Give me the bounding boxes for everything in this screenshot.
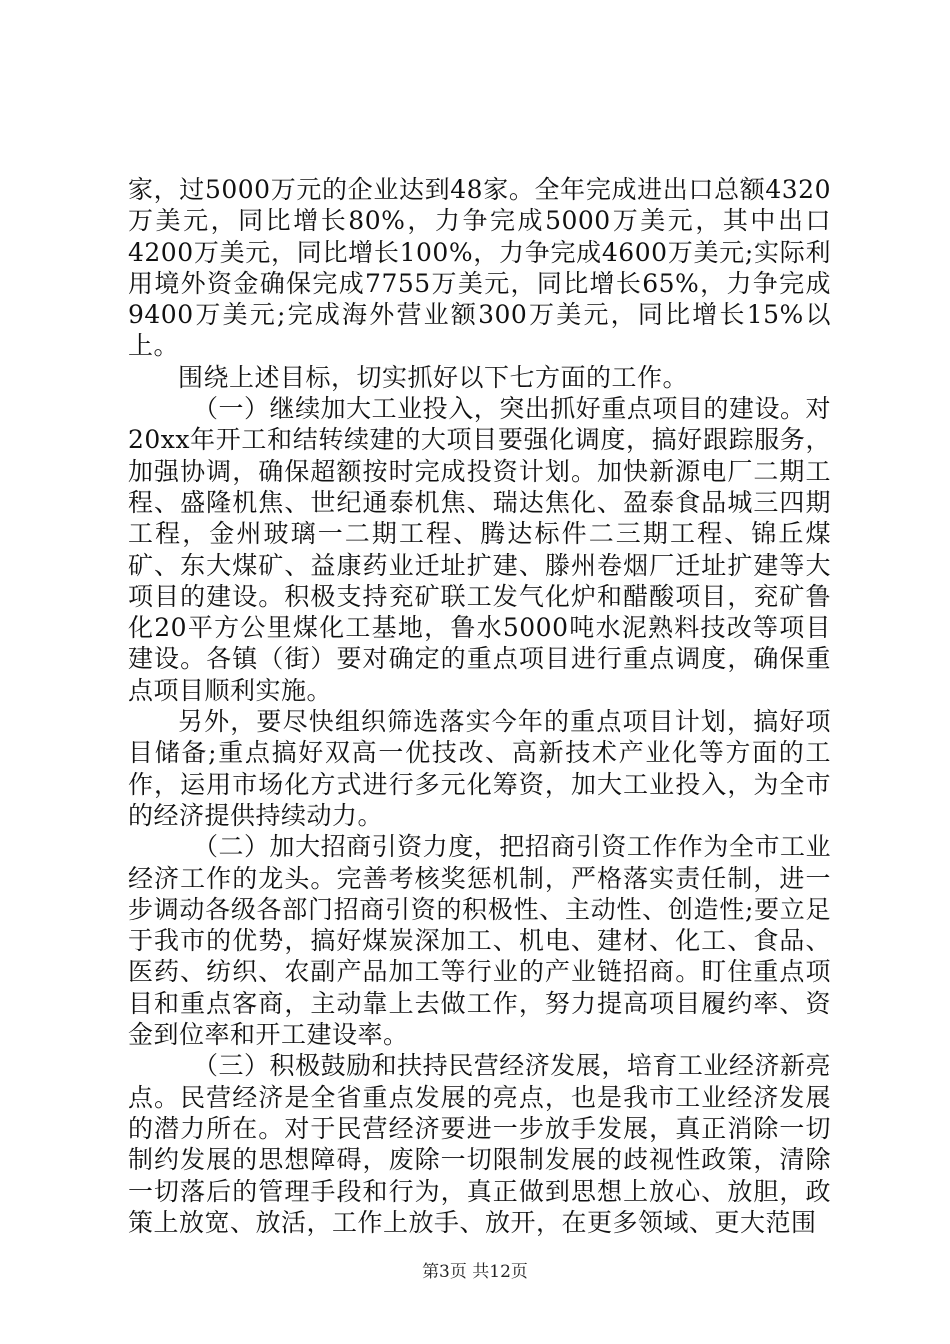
- paragraph-section-1: （一）继续加大工业投入，突出抓好重点项目的建设。对20xx年开工和结转续建的大项目要强化调度，搞好跟踪服务，加强协调，确保超额按时完成投资计划。加快新源电厂二期工程、盛隆机焦、世纪通泰机焦、瑞达焦化、盈泰食品城三四期工程，金州玻璃一二期工程、腾达标件二三期工程、锦丘煤矿、东大煤矿、益康药业迁址扩建、滕州卷烟厂迁址扩建等大项目的建设。积极支持兖矿联工发气化炉和醋酸项目，兖矿鲁化20平方公里煤化工基地，鲁水5000吨水泥熟料技改等项目建设。各镇（街）要对确定的重点项目进行重点调度，确保重点项目顺利实施。: [128, 394, 831, 705]
- paragraph-continuation: 家，过5000万元的企业达到48家。全年完成进出口总额4320万美元，同比增长80%，力争完成5000万美元，其中出口4200万美元，同比增长100%，力争完成4600万美元;实际利用境外资金确保完成7755万美元，同比增长65%，力争完成9400万美元;完成海外营业额300万美元，同比增长15%以上。: [128, 175, 831, 361]
- paragraph-intro: 围绕上述目标，切实抓好以下七方面的工作。: [178, 362, 689, 392]
- document-body: [128, 174, 831, 1238]
- paragraph-section-3: （三）积极鼓励和扶持民营经济发展，培育工业经济新亮点。民营经济是全省重点发展的亮点，也是我市工业经济发展的潜力所在。对于民营经济要进一步放手发展，真正消除一切制约发展的思想障碍，废除一切限制发展的歧视性政策，清除一切落后的管理手段和行为，真正做到思想上放心、放胆，政策上放宽、放活，工作上放手、放开，在更多领域、更大范围: [128, 1051, 831, 1237]
- paragraph-section-2: （二）加大招商引资力度，把招商引资工作作为全市工业经济工作的龙头。完善考核奖惩机制，严格落实责任制，进一步调动各级各部门招商引资的积极性、主动性、创造性;要立足于我市的优势，搞好煤炭深加工、机电、建材、化工、食品、医药、纺织、农副产品加工等行业的产业链招商。盯住重点项目和重点客商，主动靠上去做工作，努力提高项目履约率、资金到位率和开工建设率。: [128, 832, 831, 1050]
- paragraph-section-1-addendum: 另外，要尽快组织筛选落实今年的重点项目计划，搞好项目储备;重点搞好双高一优技改、高新技术产业化等方面的工作，运用市场化方式进行多元化筹资，加大工业投入，为全市的经济提供持续动力。: [128, 707, 831, 830]
- page-number-footer: 第3页 共12页: [422, 1262, 528, 1282]
